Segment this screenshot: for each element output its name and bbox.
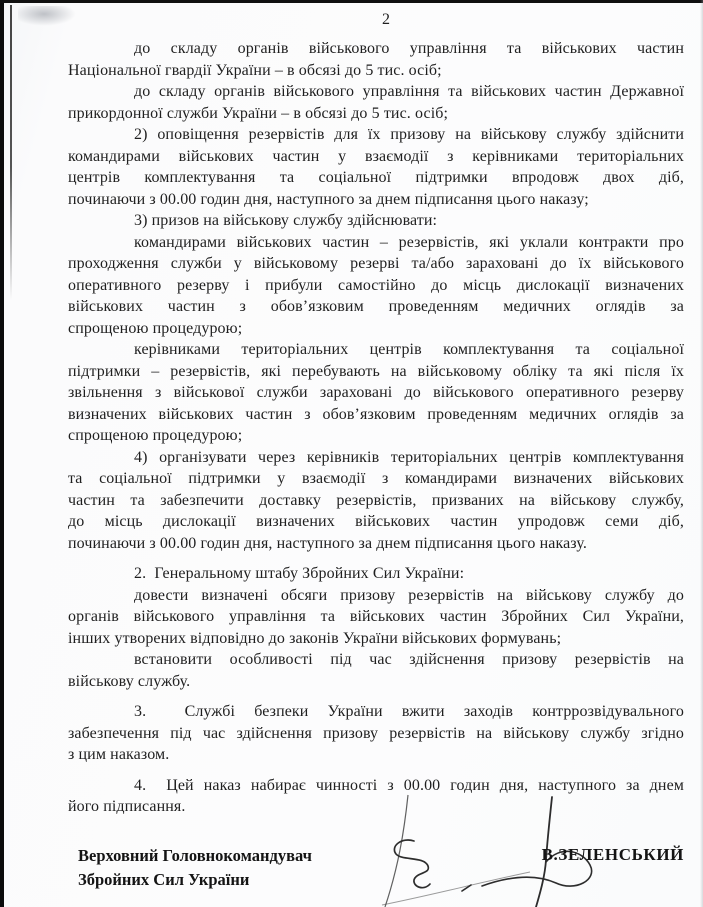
paragraph bbox=[68, 232, 684, 340]
text-line: військову службу. bbox=[68, 672, 191, 690]
text-line: встановити особливості під час здійснення призову резервістів на bbox=[134, 651, 684, 668]
paragraph bbox=[68, 585, 684, 650]
document-body bbox=[68, 38, 684, 818]
text-line: його підписання. bbox=[68, 798, 186, 815]
text-line: проходження служби у військовому резерві та/або зараховані до їх військового bbox=[68, 255, 684, 272]
text-line: та соціальної підтримки у взаємодії з командирами визначених військових bbox=[68, 470, 684, 487]
signature-block-title bbox=[78, 844, 312, 891]
text-line: до складу органів військового управління та військових частин bbox=[134, 40, 684, 57]
paragraph bbox=[68, 563, 684, 585]
text-line: керівниками територіальних центрів комплектування та соціальної bbox=[134, 341, 684, 358]
text-line: звільнення з військової служби зараховані до військового оперативного резерву bbox=[68, 384, 684, 401]
text-line: частин та забезпечити доставку резервістів, призваних на військову службу, bbox=[68, 491, 684, 509]
paragraph bbox=[68, 210, 684, 232]
paragraph bbox=[68, 339, 684, 447]
paragraph bbox=[68, 649, 684, 692]
text-line: інших утворених відповідно до законів України військових формувань; bbox=[68, 629, 562, 647]
text-line: 2) оповіщення резервістів для їх призову на військову службу здійснити bbox=[134, 126, 684, 143]
text-line: 3) призов на військову службу здійснювати: bbox=[134, 212, 438, 229]
text-line: спрощеною процедурою; bbox=[68, 319, 243, 337]
text-line: з цим наказом. bbox=[68, 746, 170, 763]
paragraph bbox=[68, 81, 684, 124]
text-line: починаючи з 00.00 годин дня, наступного за днем підписання цього наказу; bbox=[68, 190, 589, 208]
position-title-line: Збройних Сил України bbox=[78, 869, 250, 889]
text-line: 4. Цей наказ набирає чинності з 00.00 годин дня, наступного за днем bbox=[134, 776, 684, 794]
text-line: підтримки – резервістів, які перебувають на військовому обліку та які після їх bbox=[68, 362, 684, 380]
text-line: військових частин з обов’язковим проведенням медичних оглядів за bbox=[68, 298, 684, 315]
scan-smudge bbox=[18, 6, 76, 26]
paragraph bbox=[68, 124, 684, 210]
text-line: 3. Службі безпеки України вжити заходів контррозвідувального bbox=[134, 703, 684, 720]
text-line: забезпечення під час здійснення призову резервістів на військову службу згідно bbox=[68, 724, 684, 742]
text-line: прикордонної служби України – в обсязі до 5 тис. осіб; bbox=[68, 104, 449, 122]
paragraph bbox=[68, 447, 684, 555]
scan-edge-top bbox=[0, 0, 703, 3]
position-title-line: Верховний Головнокомандувач bbox=[78, 846, 312, 865]
text-line: органів військового управління та військових частин Збройних Сил України, bbox=[68, 608, 684, 625]
text-line: командирами військових частин – резервістів, які уклали контракти про bbox=[134, 233, 684, 251]
signatory-name: В.ЗЕЛЕНСЬКИЙ bbox=[541, 845, 684, 864]
text-line: центрів комплектування та соціальної підтримки впродовж двох діб, bbox=[68, 169, 684, 186]
paragraph bbox=[68, 701, 684, 766]
scan-edge-left bbox=[0, 0, 4, 907]
text-line: до місць дислокації визначених військових частин упродовж семи діб, bbox=[68, 513, 684, 530]
text-line: командирами військових частин у взаємодії з керівниками територіальних bbox=[68, 147, 684, 165]
paragraph bbox=[68, 38, 684, 81]
page-number: 2 bbox=[382, 11, 390, 28]
text-line: 4) організувати через керівників територіальних центрів комплектування bbox=[134, 448, 684, 466]
text-line: до складу органів військового управління та військових частин Державної bbox=[134, 83, 684, 100]
text-line: оперативного резерву і прибули самостійно до місць дислокації визначених bbox=[68, 276, 684, 294]
text-line: визначених військових частин з обов’язковим проведенням медичних оглядів за bbox=[68, 405, 684, 423]
text-line: довести визначені обсяги призову резервістів на військову службу до bbox=[134, 586, 684, 604]
text-line: 2. Генеральному штабу Збройних Сил України: bbox=[134, 565, 465, 582]
text-line: починаючи з 00.00 годин дня, наступного за днем підписання цього наказу. bbox=[68, 534, 587, 552]
text-line: спрощеною процедурою; bbox=[68, 427, 243, 444]
scan-fold-line bbox=[10, 5, 12, 300]
text-line: Національної гвардії України – в обсязі до 5 тис. осіб; bbox=[68, 61, 442, 79]
